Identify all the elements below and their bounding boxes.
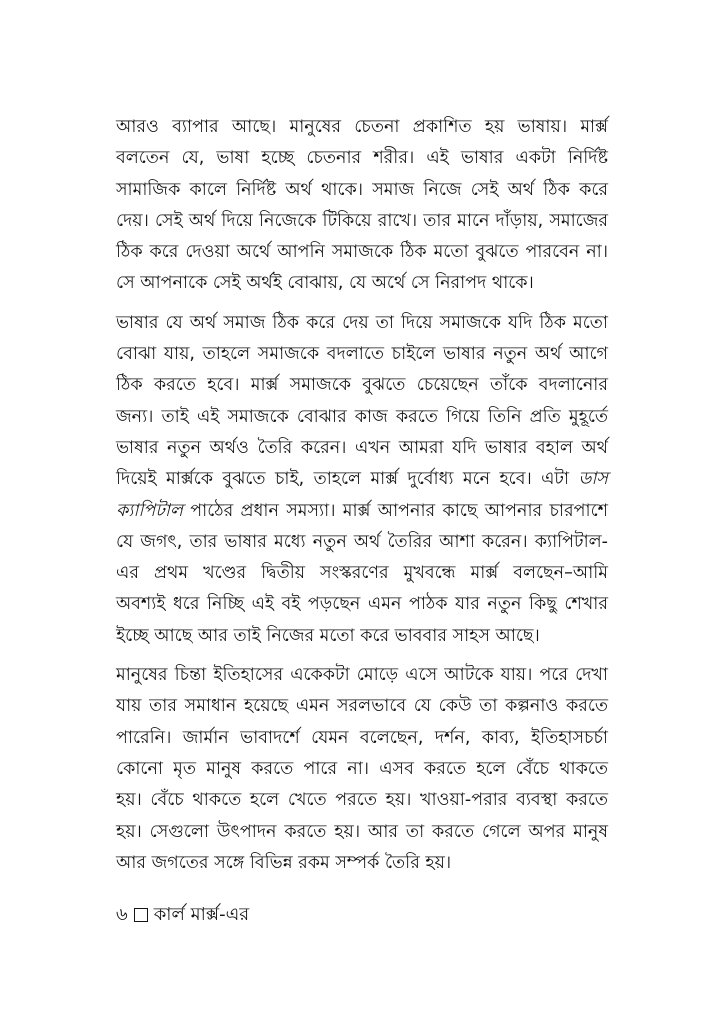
text-line: ভাষার নতুন অর্থও তৈরি করেন। এখন আমরা যদি ভাষার বহাল অর্থ xyxy=(116,437,608,458)
text-line: সামাজিক কালে নির্দিষ্ট অর্থ থাকে। সমাজ নিজে সেই অর্থ ঠিক করে xyxy=(116,179,608,200)
paragraph-3 xyxy=(116,660,608,879)
running-book-title: কার্ল মার্ক্স-এর xyxy=(153,904,250,925)
text-line: বলতেন যে, ভাষা হচ্ছে চেতনার শরীর। এই ভাষার একটা নির্দিষ্ট xyxy=(116,148,608,169)
text-line: আরও ব্যাপার আছে। মানুষের চেতনা প্রকাশিত হয় ভাষায়। মার্ক্স xyxy=(116,117,608,137)
text-line: অবশ্যই ধরে নিচ্ছি এই বই পড়ছেন এমন পাঠক যার নতুন কিছু শেখার xyxy=(116,594,608,615)
text-line: ঠিক করে দেওয়া অর্থে আপনি সমাজকে ঠিক মতো বুঝতে পারবেন না। xyxy=(116,242,608,263)
page-footer xyxy=(116,902,249,928)
text-line: ভাষার যে অর্থ সমাজ ঠিক করে দেয় তা দিয়ে সমাজকে যদি ঠিক মতো xyxy=(116,312,608,333)
text-line: জন্য। তাই এই সমাজকে বোঝার কাজ করতে গিয়ে তিনি প্রতি মুহূর্তে xyxy=(116,406,608,427)
text-line: এর প্রথম খণ্ডের দ্বিতীয় সংস্করণের মুখবন্ধে মার্ক্স বলছেন–আমি xyxy=(116,563,608,584)
text-line: ইচ্ছে আছে আর তাই নিজের মতো করে ভাববার সাহস আছে। xyxy=(116,625,540,646)
text-line: যায় তার সমাধান হয়েছে এমন সরলভাবে যে কেউ তা কল্পনাও করতে xyxy=(116,696,608,717)
paragraph-2 xyxy=(116,308,608,652)
text-line: হয়। বেঁচে থাকতে হলে খেতে পরতে হয়। খাওয়া-পরার ব্যবস্থা করতে xyxy=(116,790,608,811)
text-line: যে জগৎ, তার ভাষার মধ্যে নতুন অর্থ তৈরির আশা করেন। ক্যাপিটাল- xyxy=(116,531,608,552)
text-line: মানুষের চিন্তা ইতিহাসের একেকটা মোড়ে এসে আটকে যায়। পরে দেখা xyxy=(116,665,608,686)
page-number: ৬ xyxy=(116,904,128,925)
text-line: ঠিক করতে হবে। মার্ক্স সমাজকে বুঝতে চেয়েছেন তাঁকে বদলানোর xyxy=(116,375,608,396)
text-line-with-title-end xyxy=(116,496,608,527)
text-line: সে আপনাকে সেই অর্থই বোঝায়, যে অর্থে সে নিরাপদ থাকে। xyxy=(116,273,534,294)
italic-book-title-part: ডাস xyxy=(578,469,608,490)
paragraph-1 xyxy=(116,112,608,300)
text-line-with-title-start xyxy=(116,464,608,495)
text-segment: পাঠের প্রধান সমস্যা। মার্ক্স আপনার কাছে আপনার চারপাশে xyxy=(190,500,608,521)
square-separator-icon xyxy=(134,908,148,922)
text-line: হয়। সেগুলো উৎপাদন করতে হয়। আর তা করতে গেলে অপর মানুষ xyxy=(116,821,608,842)
text-line: কোনো মৃত মানুষ করতে পারে না। এসব করতে হলে বেঁচে থাকতে xyxy=(116,758,608,779)
text-line: পারেনি। জার্মান ভাবাদর্শে যেমন বলেছেন, দর্শন, কাব্য, ইতিহাসচর্চা xyxy=(116,727,608,748)
text-line: বোঝা যায়, তাহলে সমাজকে বদলাতে চাইলে ভাষার নতুন অর্থ আগে xyxy=(116,344,608,365)
italic-book-title-part: ক্যাপিটাল xyxy=(116,500,183,521)
text-line: দেয়। সেই অর্থ দিয়ে নিজেকে টিকিয়ে রাখে। তার মানে দাঁড়ায়, সমাজের xyxy=(116,210,608,231)
text-line: আর জগতের সঙ্গে বিভিন্ন রকম সম্পর্ক তৈরি হয়। xyxy=(116,852,452,873)
text-segment: দিয়েই মার্ক্সকে বুঝতে চাই, তাহলে মার্ক্স দুর্বোধ্য মনে হবে। এটা xyxy=(116,469,570,490)
body-text xyxy=(116,112,608,887)
